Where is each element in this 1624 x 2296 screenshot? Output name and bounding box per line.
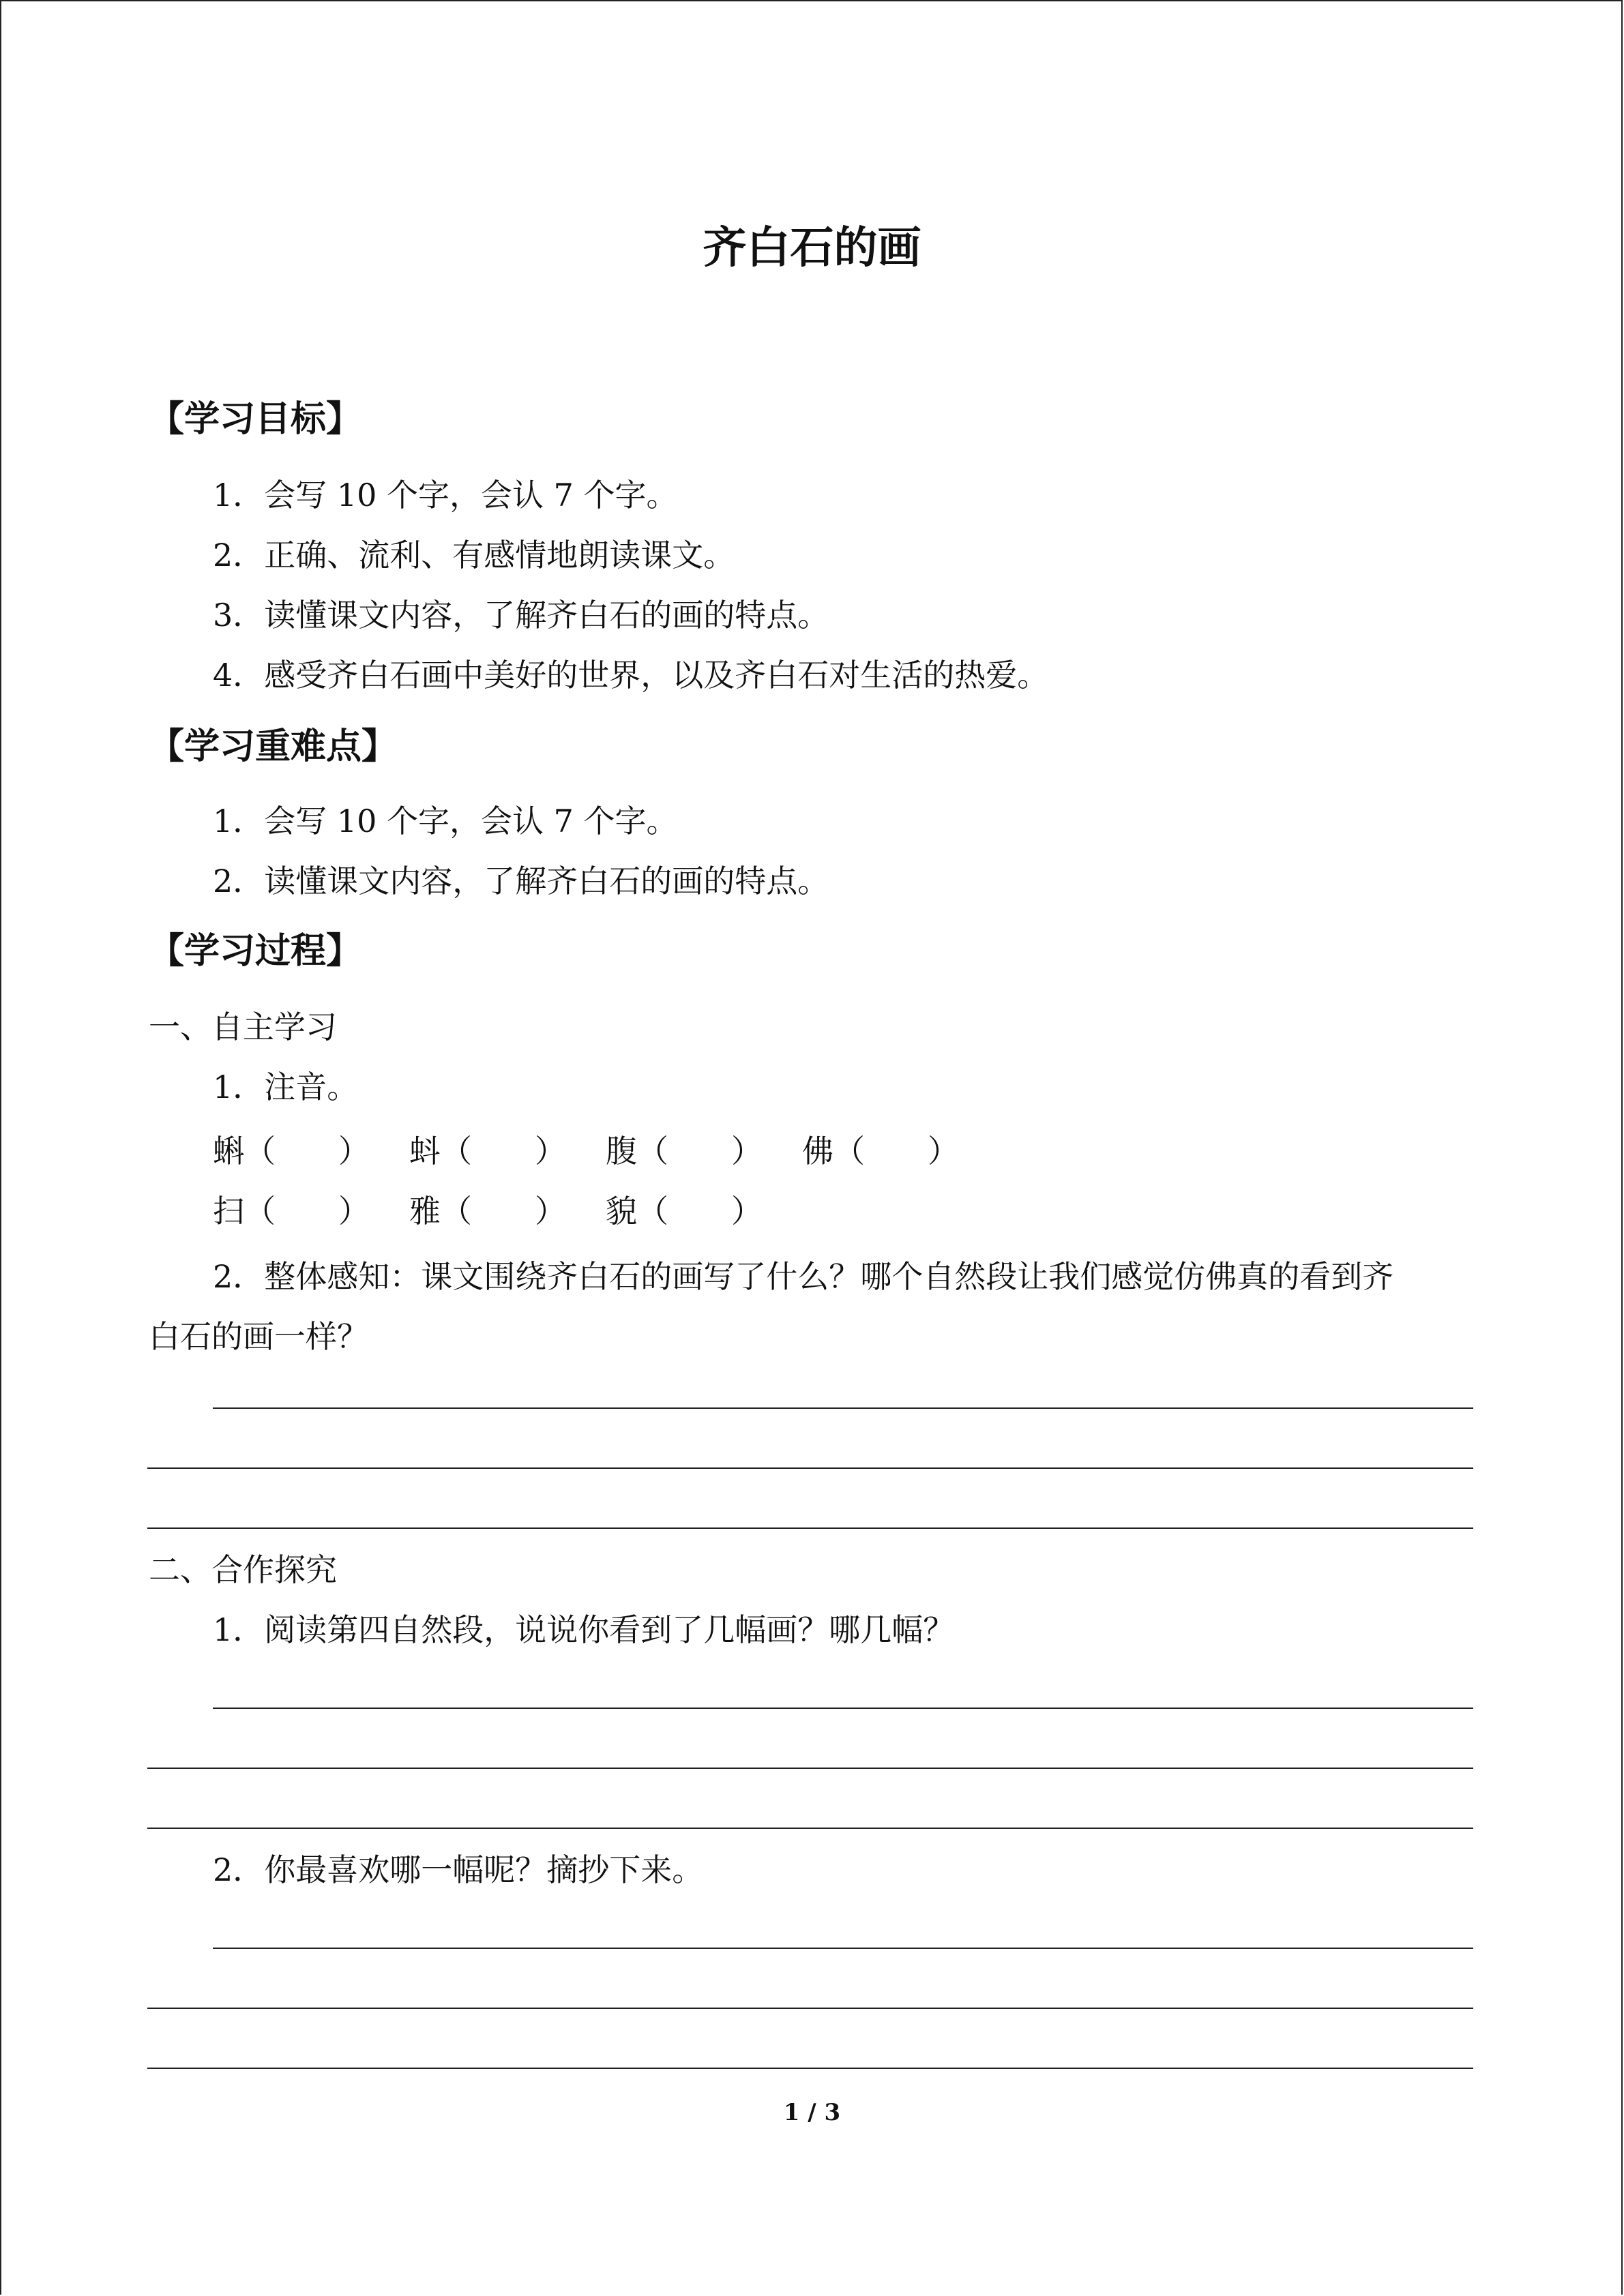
answer-line[interactable] <box>147 2008 1473 2009</box>
answer-line[interactable] <box>147 1828 1473 1829</box>
answer-line[interactable] <box>213 1708 1473 1709</box>
part1-label: 一、自主学习 <box>149 1009 337 1045</box>
section-heading-goals: 【学习目标】 <box>149 399 362 440</box>
pinyin-row-2 <box>213 1187 802 1232</box>
answer-line[interactable] <box>147 1527 1473 1529</box>
pinyin-item[interactable]: 腹（ ） <box>606 1133 763 1169</box>
pinyin-item[interactable]: 佛（ ） <box>802 1133 959 1169</box>
page-title: 齐白石的画 <box>703 223 921 273</box>
part2-question-1: 1．阅读第四自然段，说说你看到了几幅画？哪几幅？ <box>213 1611 955 1648</box>
key-point-item-2: 2．读懂课文内容，了解齐白石的画的特点。 <box>213 863 829 899</box>
section-heading-key-points: 【学习重难点】 <box>149 726 398 767</box>
goal-item-3: 3．读懂课文内容，了解齐白石的画的特点。 <box>213 597 829 633</box>
goal-item-4: 4．感受齐白石画中美好的世界，以及齐白石对生活的热爱。 <box>213 657 1049 694</box>
key-point-item-1: 1．会写 10 个字，会认 7 个字。 <box>213 803 678 839</box>
part2-label: 二、合作探究 <box>149 1551 337 1588</box>
goal-item-2: 2．正确、流利、有感情地朗读课文。 <box>213 537 735 573</box>
pinyin-item[interactable]: 雅（ ） <box>409 1193 566 1229</box>
answer-line[interactable] <box>213 1948 1473 1949</box>
part1-question-2: 2．整体感知：课文围绕齐白石的画写了什么？哪个自然段让我们感觉仿佛真的看到齐白石的画一样？ <box>149 1258 1394 1355</box>
section-heading-process: 【学习过程】 <box>149 931 362 972</box>
goal-item-1: 1．会写 10 个字，会认 7 个字。 <box>213 477 678 513</box>
answer-line[interactable] <box>213 1407 1473 1409</box>
answer-line[interactable] <box>147 2068 1473 2069</box>
pinyin-row-1 <box>213 1127 999 1172</box>
page-number: 1 / 3 <box>783 2099 841 2126</box>
pinyin-item[interactable]: 蝌（ ） <box>213 1133 370 1169</box>
answer-line[interactable] <box>147 1467 1473 1469</box>
answer-line[interactable] <box>147 1768 1473 1769</box>
pinyin-item[interactable]: 貌（ ） <box>606 1193 763 1229</box>
part1-question-1: 1．注音。 <box>213 1069 359 1105</box>
part2-question-2: 2．你最喜欢哪一幅呢？摘抄下来。 <box>213 1851 704 1888</box>
pinyin-item[interactable]: 蚪（ ） <box>409 1133 566 1169</box>
pinyin-item[interactable]: 扫（ ） <box>213 1193 370 1229</box>
